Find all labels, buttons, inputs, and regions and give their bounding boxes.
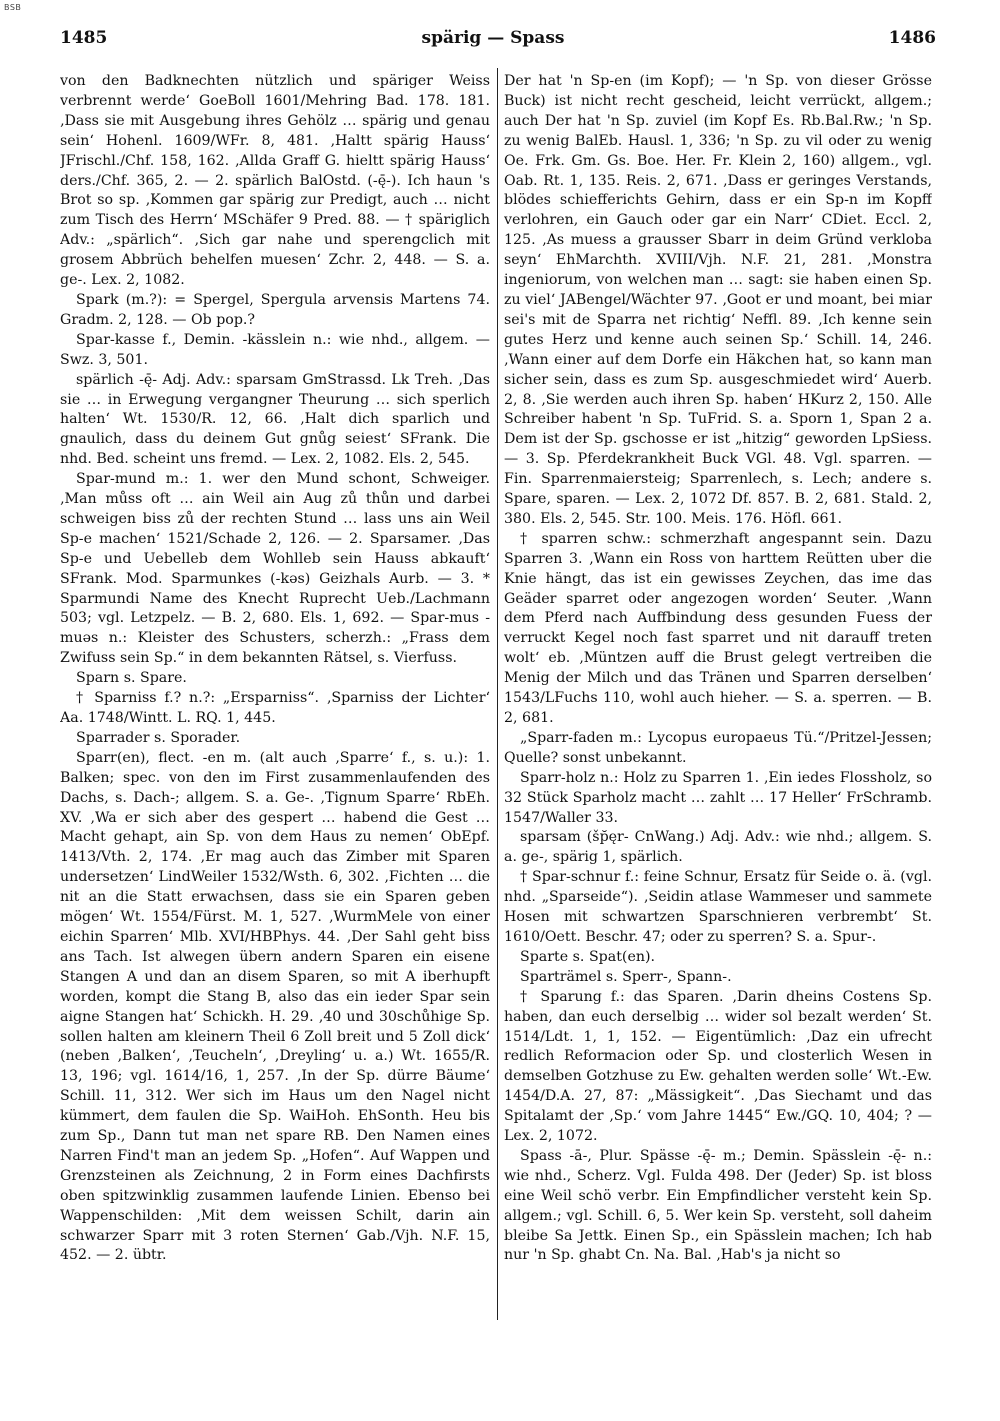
running-headword-range: spärig — Spass <box>421 28 565 48</box>
entry-paragraph: Spar-kasse f., Demin. -kässlein n.: wie nhd., allgem. — Swz. 3, 501. <box>60 331 490 368</box>
entry-paragraph: von den Badknechten nützlich und späriger Weiss verbrennt werde‘ GoeBoll 1601/Mehring Bad. 178. 181. ‚Dass sie mit Ausgebung ihres Gehölz … spärig und genau sein‘ Hohenl. 1609/WFr. 8, 481. ‚Haltt spärig Hauss‘ JFrischl./Chf. 158, 162. ‚Allda Graff G. hieltt spärig Hauss‘ ders./Chf. 365, 2. — 2. spärlich BalOstd. (-ę̄-). Ich haun 's Brot so sp. ‚Kommen gar spärig zur Predigt, auch … nicht zum Tisch des Herrn‘ MSchäfer 9 Pred. 88. — † späriglich Adv.: „spärlich“. ‚Sich gar nahe und sperengclich mit grosem Abbrüch behelfen muesen‘ Zchr. 2, 448. — S. a. ge-. Lex. 2, 1082. <box>60 73 490 289</box>
page-number-left: 1485 <box>60 28 108 48</box>
entry-paragraph: Sparträmel s. Sperr-, Spann-. <box>520 968 732 985</box>
library-watermark: BSB <box>4 3 22 12</box>
right-column <box>504 72 932 1334</box>
left-column <box>60 72 490 1334</box>
page-header <box>50 28 936 54</box>
entry-paragraph: Sparr-holz n.: Holz zu Sparren 1. ‚Ein iedes Flossholz, so 32 Stück Sparholz macht … zahlt … 17 Heller‘ FrSchramb. 1547/Waller 33. <box>504 769 932 826</box>
entry-paragraph: Spass -ā-, Plur. Spässe -ę̄- m.; Demin. Spässlein -ę̄- n.: wie nhd., Scherz. Vgl. Fulda 498. Der (Jeder) Sp. ist bloss eine Weil schö verbr. Ein Empfindlicher versteht kein Sp. allgem.; vgl. Schill. 6, 5. Wer kein Sp. versteht, soll daheim bleibe Sa Jettk. Einen Sp., ein Spässlein machen; Ich hab nur 'n Sp. ghabt Cn. Na. Bal. ‚Hab's ja nicht so <box>504 1147 932 1264</box>
page-number-right: 1486 <box>888 28 936 48</box>
entry-paragraph: † sparren schw.: schmerzhaft angespannt sein. Dazu Sparren 3. ‚Wann ein Ross von harttem Reütten uber die Knie hängt, das ist ein gewisses Zeychen, das ime das Geäder sparret oder angezogen worden‘ Seuter. ‚Wann dem Pferd nach Auffbindung dess gesunden Fuess der verruckt Kegel noch fast sparret und nit darauff treten wolt‘ eb. ‚Müntzen auff die Brust gelegt vertreiben die Menig der Milch und das Tränen und Sparren derselben‘ 1543/LFuchs 110, wohl auch hieher. — S. a. sperren. — B. 2, 681. <box>504 530 932 726</box>
entry-paragraph: Sparr(en), flect. -en m. (alt auch ‚Sparre‘ f., s. u.): 1. Balken; spec. von den im First zusammenlaufenden des Dachs, s. Dach-; allgem. S. a. Ge-. ‚Tignum Sparre‘ RbEh. XV. ‚Wa er sich aber des gespert … habend die Gest … Macht gehapt, ain Sp. von dem Haus zu nemen‘ ObEpf. 1413/Vth. 2, 174. ‚Er mag auch das Zimber mit Sparen undersetzen‘ LindWeiler 1532/Wsth. 6, 302. ‚Fichten … die nit an die Statt erwachsen, dass sie ein Sparen geben mögen‘ Wt. 1554/Fürst. M. 1, 527. ‚WurmMele von einer eichin Sparren‘ Mlb. XVI/HBPhys. 44. ‚Der Sahl geht biss ans Tach. Ist alwegen übern andern Sparen ein eisene Stangen A und dan an disem Sparen, so mit A iberhupft worden, kompt die Stang B, also das ein ieder Spar sein aigne Stangen hat‘ Schickh. H. 29. ‚40 und 30schůhige Sp. sollen halten am kleinern Theil 6 Zoll breit und 5 Zoll dick‘ (neben ‚Balken‘, ‚Teucheln‘, ‚Dreyling‘ u. a.) Wt. 1655/R. 13, 196; vgl. 1614/16, 1, 257. ‚In der Sp. dürre Bäume‘ Schill. 11, 312. Wer sich im Haus um den Nagel nicht kümmert, dem faulen die Sp. WaiHoh. EhSonth. Heu bis zum Sp., Dann tut man net spare RB. Den Namen eines Narren Find't man an jedem Sp. „Hofen“. Auf Wappen und Grenzsteinen als Zeichnung, 2 in Form eines Dachfirsts oben spitzwinklig zusammen laufende Linien. Ebenso bei Wappenschilden: ‚Mit dem weissen Schilt, darin ain schwarzer Sparr mit 3 roten Sternen‘ Gab./Vjh. N.F. 15, 452. — 2. übtr. <box>60 749 490 1264</box>
column-divider <box>497 68 498 1320</box>
entry-paragraph: † Spar-schnur f.: feine Schnur, Ersatz für Seide o. ä. (vgl. nhd. „Sparseide“). ‚Seidin atlase Wammeser und sammete Hosen mit schwartzen Sparschnieren verbrembt‘ St. 1610/Oett. Beschr. 47; oder zu sperren? S. a. Spur-. <box>504 869 932 945</box>
entry-paragraph: Spar-mund m.: 1. wer den Mund schont, Schweiger. ‚Man můss oft … ain Weil ain Aug zů thůn und darbei schweigen biss zů der rechten Stund … lass uns ain Weil Sp-e machen‘ 1521/Schade 2, 126. — 2. Sparsamer. ‚Das Sp-e und Uebelleb dem Wohlleb sein Hauss abkauft‘ SFrank. Mod. Sparmunkes (-kəs) Geizhals Aurb. — 3. * Sparmundi Name des Knecht Ruprecht Ueb./Lachmann 503; vgl. Letzpelz. — B. 2, 680. Els. 1, 692. — Spar-mus -muəs n.: Kleister des Schusters, scherzh.: „Frass dem Zwifuss sein Sp.“ in dem bekannten Rätsel, s. Vierfuss. <box>60 471 490 667</box>
entry-paragraph: † Sparniss f.? n.?: „Ersparniss“. ‚Sparniss der Lichter‘ Aa. 1748/Wintt. L. RQ. 1, 445. <box>60 690 490 726</box>
entry-paragraph: Sparrader s. Sporader. <box>76 729 241 746</box>
entry-paragraph: Sparte s. Spat(en). <box>520 948 656 965</box>
entry-paragraph: „Sparr-faden m.: Lycopus europaeus Tü.“/Pritzel-Jessen; Quelle? sonst unbekannt. <box>504 729 932 766</box>
entry-paragraph: Der hat 'n Sp-en (im Kopf); — 'n Sp. von dieser Grösse Buck) ist nicht recht gescheid, leicht verrückt, allgem.; auch Der hat 'n Sp. zuviel (im Kopf Es. Rb.Bal.Rw.; 'n Sp. zu wenig BalEb. Hausl. 1, 336; 'n Sp. zu vil oder zu wenig Oe. Frk. Gm. Gs. Boe. Her. Fr. Klein 2, 160) allgem., vgl. Oab. Rt. 1, 135. Reis. 2, 671. ‚Dass er geringes Verstands, blödes schiefferichts Gehirn, dass er ein Sp-n im Kopff verlohren, ein Gauch oder gar ein Narr‘ CDiet. Eccl. 2, 125. ‚As muess a grausser Sbarr in deim Gründ verkloba seyn‘ EhMarchth. XVIII/Vjh. N.F. 21, 281. ‚Monstra ingeniorum, von welchen man … sagt: sie haben einen Sp. zu viel‘ JABengel/Wächter 97. ‚Goot er und moant, bei miar sei's mit de Sparra net richtig‘ Neffl. 89. ‚Ich kenne sein gutes Herz und kenne auch seinen Sp.‘ Schill. 14, 246. ‚Wann einer auf dem Dorfe ein Häkchen hat, so kann man sicher sein, dass es zum Sp. ausgeschmiedet wird‘ Auerb. 2, 8. ‚Sie werden auch ihren Sp. haben‘ HKurz 2, 150. Alle Schreiber habent 'n Sp. TuFrid. S. a. Sporn 1, Span 2 a. Dem ist der Sp. gschosse er ist „hitzig“ geworden LpSiess. — 3. Sp. Pferdekrankheit Buck VGl. 48. Vgl. sparren. — Fin. Sparrenmaiersteig; Sparrenlech, s. Lech; andere s. Spare, sparen. — Lex. 2, 1072 Df. 857. B. 2, 681. Stald. 2, 380. Els. 2, 545. Str. 100. Meis. 176. Höfl. 661. <box>504 73 932 527</box>
entry-paragraph: sparsam (šp̆ęr- CnWang.) Adj. Adv.: wie nhd.; allgem. S. a. ge-, spärig 1, spärlich. <box>504 829 932 866</box>
entry-paragraph: Sparn s. Spare. <box>76 670 187 687</box>
entry-paragraph: spärlich -ę̄- Adj. Adv.: sparsam GmStrassd. Lk Treh. ‚Das sie … in Erwegung vergangner Theurung … sich sperlich halten‘ Wt. 1530/R. 12, 66. ‚Halt dich sparlich und gnaulich, dass du deinem Gut gnůg seiest‘ SFrank. Die nhd. Bed. scheint uns fremd. — Lex. 2, 1082. Els. 2, 545. <box>60 371 490 468</box>
entry-paragraph: † Sparung f.: das Sparen. ‚Darin dheins Costens Sp. haben, dan euch derselbig … wider sol bezalt werden‘ St. 1514/Ldt. 1, 1, 152. — Eigentümlich: ‚Daz ein ufrecht redlich Reformacion oder Sp. und closterlich Wesen in demselben Gotzhuse zu Ew. gehalten werden solle‘ Wt.-Ew. 1454/D.A. 27, 87: „Mässigkeit“. ‚Das Siechamt und das Spitalamt der ‚Sp.‘ vom Jahre 1445“ Ew./GQ. 10, 404; ? — Lex. 2, 1072. <box>504 988 932 1145</box>
entry-paragraph: Spark (m.?): = Spergel, Spergula arvensis Martens 74. Gradm. 2, 128. — Ob pop.? <box>60 291 490 328</box>
